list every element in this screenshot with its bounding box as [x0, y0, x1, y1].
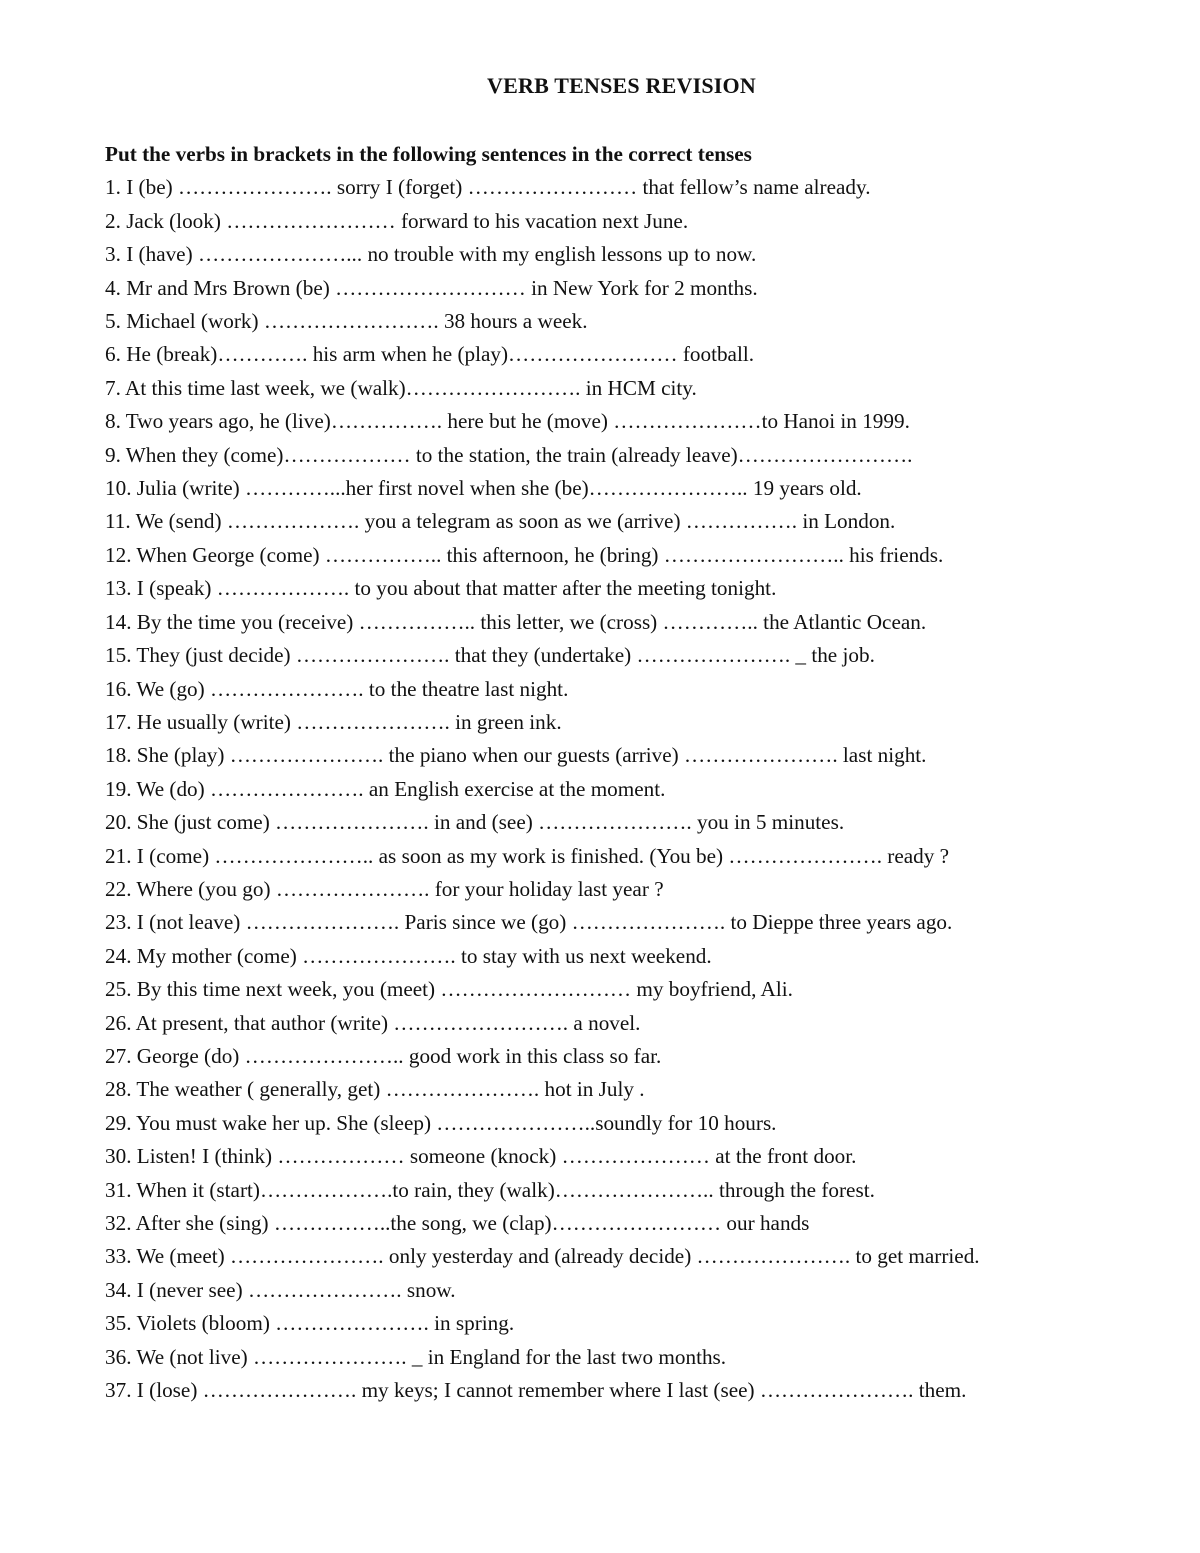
question-item: 23. I (not leave) …………………. Paris since we (go) …………………. to Dieppe three years ago. — [105, 910, 953, 935]
question-item: 14. By the time you (receive) …………….. this letter, we (cross) ………….. the Atlantic Ocean. — [105, 609, 927, 634]
question-item: 16. We (go) …………………. to the theatre last night. — [105, 676, 569, 701]
question-list — [105, 171, 1137, 1407]
question-item: 3. I (have) …………………... no trouble with my english lessons up to now. — [105, 242, 757, 267]
question-item: 27. George (do) ………………….. good work in this class so far. — [105, 1043, 662, 1068]
question-item: 7. At this time last week, we (walk)……………………. in HCM city. — [105, 375, 697, 400]
question-item: 30. Listen! I (think) ……………… someone (knock) ………………… at the front door. — [105, 1144, 857, 1169]
question-item: 34. I (never see) …………………. snow. — [105, 1277, 456, 1302]
question-item: 18. She (play) …………………. the piano when our guests (arrive) …………………. last night. — [105, 743, 927, 768]
question-item: 31. When it (start)……………….to rain, they (walk)………………….. through the forest. — [105, 1177, 875, 1202]
question-item: 5. Michael (work) ……………………. 38 hours a week. — [105, 309, 588, 334]
worksheet-body — [105, 138, 1137, 1407]
page-title: VERB TENSES REVISION — [487, 73, 756, 98]
question-item: 28. The weather ( generally, get) …………………. hot in July . — [105, 1077, 645, 1102]
question-item: 8. Two years ago, he (live)……………. here but he (move) …………………to Hanoi in 1999. — [105, 409, 910, 434]
question-item: 2. Jack (look) …………………… forward to his vacation next June. — [105, 208, 689, 233]
question-item: 36. We (not live) …………………. _ in England for the last two months. — [105, 1344, 727, 1369]
question-item: 25. By this time next week, you (meet) ……………………… my boyfriend, Ali. — [105, 977, 793, 1002]
question-item: 24. My mother (come) …………………. to stay with us next weekend. — [105, 943, 712, 968]
question-item: 6. He (break)…………. his arm when he (play)…………………… football. — [105, 342, 755, 367]
question-item: 33. We (meet) …………………. only yesterday and (already decide) …………………. to get married. — [105, 1244, 980, 1269]
question-item: 29. You must wake her up. She (sleep) …………………..soundly for 10 hours. — [105, 1110, 777, 1135]
question-item: 20. She (just come) …………………. in and (see) …………………. you in 5 minutes. — [105, 810, 845, 835]
question-item: 26. At present, that author (write) ……………………. a novel. — [105, 1010, 641, 1035]
question-item: 32. After she (sing) ……………..the song, we (clap)…………………… our hands — [105, 1211, 810, 1235]
instruction-text: Put the verbs in brackets in the following sentences in the correct tenses — [105, 142, 752, 166]
question-item: 10. Julia (write) …………...her first novel when she (be)………………….. 19 years old. — [105, 476, 862, 501]
question-item: 15. They (just decide) …………………. that they (undertake) …………………. _ the job. — [105, 643, 875, 668]
question-item: 21. I (come) ………………….. as soon as my work is finished. (You be) …………………. ready ? — [105, 843, 950, 868]
question-item: 11. We (send) ………………. you a telegram as soon as we (arrive) ……………. in London. — [105, 509, 896, 534]
question-item: 1. I (be) …………………. sorry I (forget) …………………… that fellow’s name already. — [105, 175, 871, 200]
question-item: 12. When George (come) …………….. this afternoon, he (bring) …………………….. his friends. — [105, 542, 944, 567]
question-item: 13. I (speak) ………………. to you about that matter after the meeting tonight. — [105, 576, 777, 601]
question-item: 22. Where (you go) …………………. for your holiday last year ? — [105, 876, 664, 901]
question-item: 19. We (do) …………………. an English exercise at the moment. — [105, 776, 666, 801]
question-item: 9. When they (come)……………… to the station, the train (already leave)……………………. — [105, 442, 913, 467]
question-item: 17. He usually (write) …………………. in green ink. — [105, 709, 562, 734]
question-item: 4. Mr and Mrs Brown (be) ……………………… in New York for 2 months. — [105, 275, 758, 300]
question-item: 35. Violets (bloom) …………………. in spring. — [105, 1311, 515, 1336]
question-item: 37. I (lose) …………………. my keys; I cannot remember where I last (see) …………………. them. — [105, 1378, 967, 1403]
